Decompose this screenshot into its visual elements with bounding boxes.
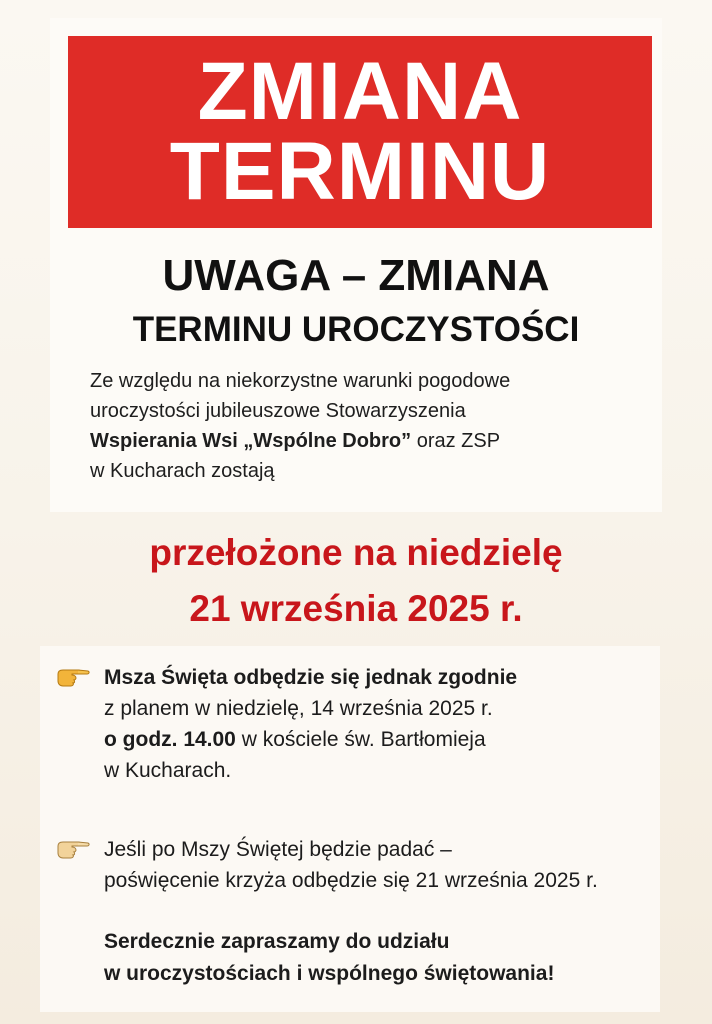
intro-line-3 [90, 426, 630, 456]
closing-line-2: w uroczystościach i wspólnego świętowania! [104, 962, 555, 985]
pointing-hand-icon [56, 664, 90, 688]
intro-line-4: w Kucharach zostają [90, 460, 275, 482]
closing-invitation [104, 926, 644, 990]
mass-time: o godz. 14.00 [104, 728, 236, 751]
notice-heading-line-2: TERMINU UROCZYSTOŚCI [132, 310, 580, 349]
notice-heading-line-1: UWAGA – ZMIANA [162, 251, 550, 300]
intro-paragraph [90, 366, 630, 486]
closing-line-1: Serdecznie zapraszamy do udziału [104, 930, 450, 953]
intro-line-2: uroczystości jubileuszowe Stowarzyszenia [90, 400, 466, 422]
association-name: Wspierania Wsi „Wspólne Dobro” [90, 430, 412, 452]
bullet-1-line-2: z planem w niedzielę, 14 września 2025 r. [104, 697, 493, 720]
banner-title-line-1: ZMIANA [197, 46, 523, 137]
bullet-2-line-2: poświęcenie krzyża odbędzie się 21 września 2025 r. [104, 869, 598, 892]
intro-line-3-rest: oraz ZSP [411, 430, 501, 452]
bullet-1-line-3-rest: w kościele św. Bartłomieja [235, 728, 486, 751]
bullet-1-line-4: w Kucharach. [104, 759, 232, 782]
bullet-1-line-3 [104, 724, 654, 755]
new-date-line-1: przełożone na niedzielę [149, 532, 563, 573]
pointing-hand-icon [56, 836, 90, 860]
new-date-line-2: 21 września 2025 r. [189, 588, 523, 629]
title-banner [68, 36, 652, 228]
banner-title-line-2: TERMINU [169, 126, 551, 217]
bullet-1-line-1: Msza Święta odbędzie się jednak zgodnie [104, 666, 518, 689]
intro-line-1: Ze względu na niekorzystne warunki pogodowe [90, 370, 511, 392]
bullet-2-line-1: Jeśli po Mszy Świętej będzie padać – [104, 838, 452, 861]
